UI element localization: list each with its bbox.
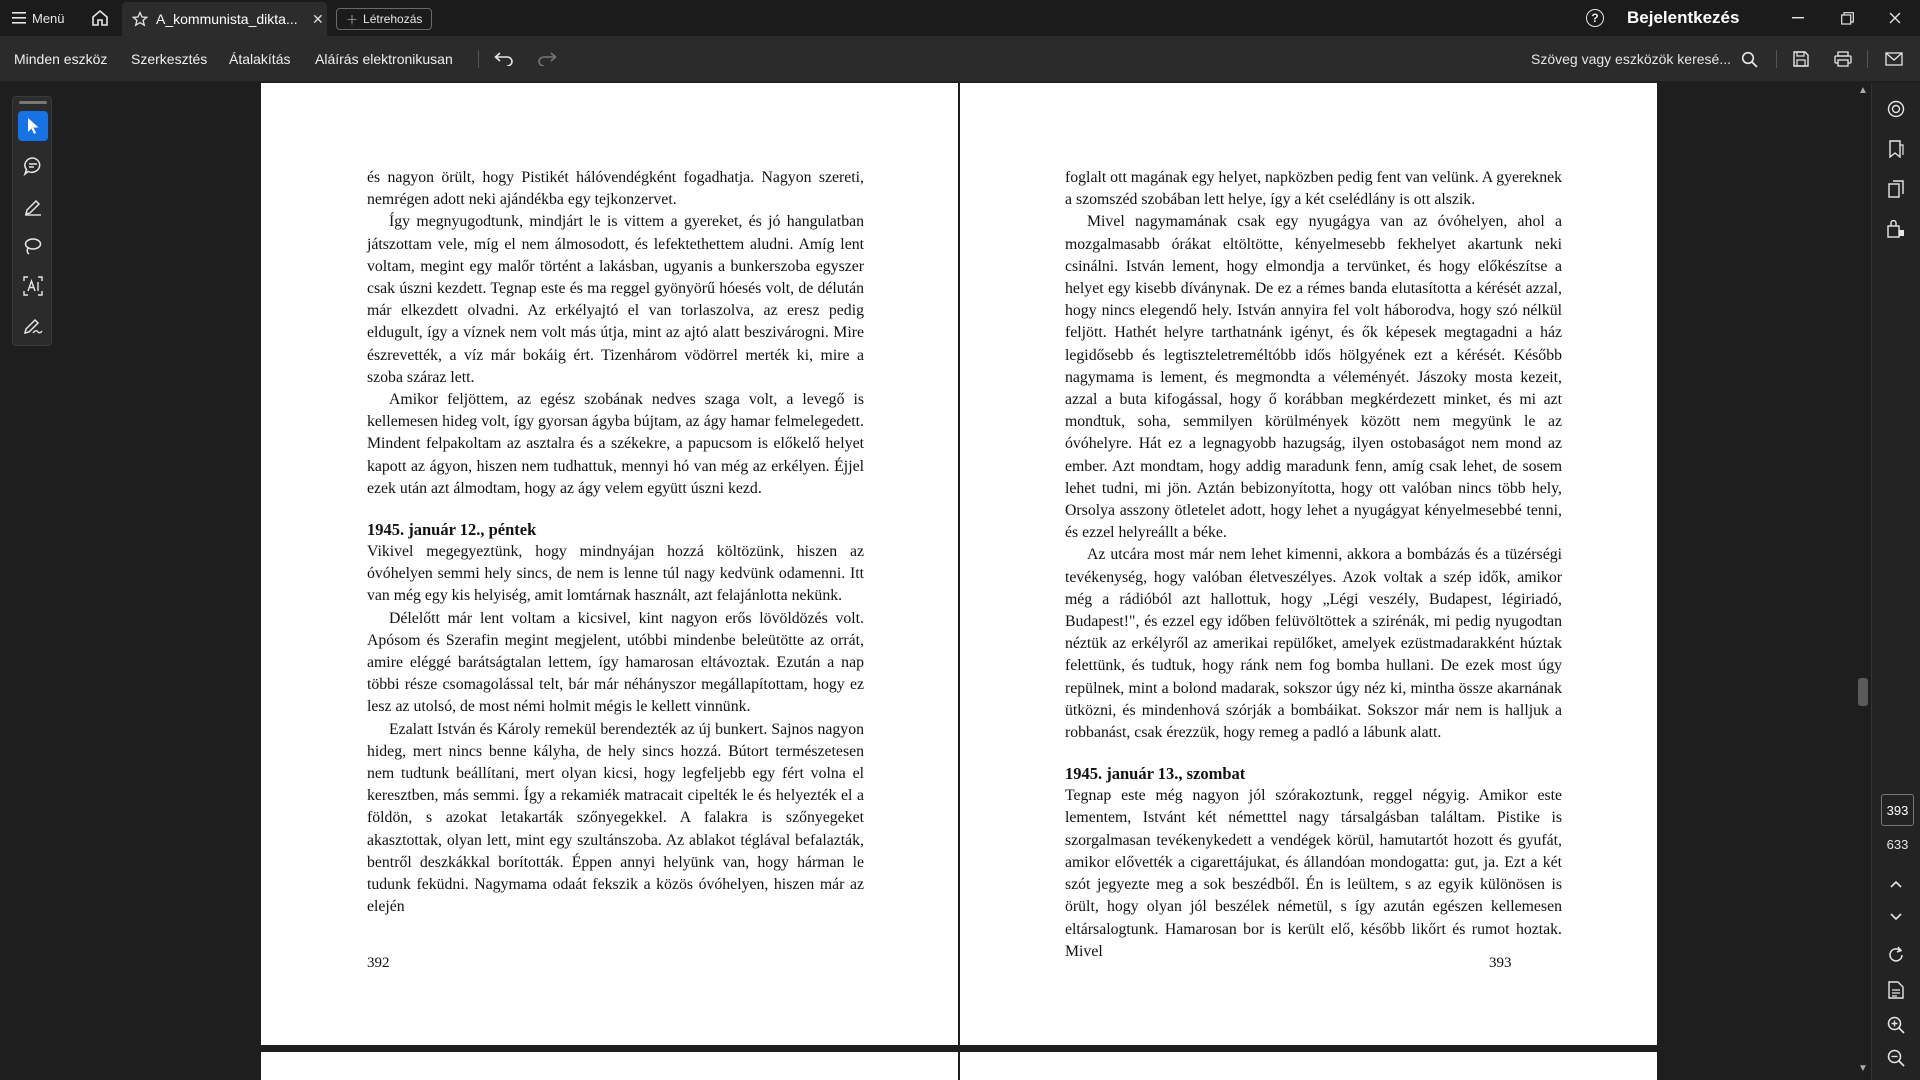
paragraph: Ezalatt István és Károly remekül berendezték az új bunkert. Sajnos nagyon hideg, mert nincs benne kályha, de hely sincs hozzá. Bútort természetesen nem tudtunk beállítani, mert olyan kicsi, hogy legfeljebb egy fért volna el keresztben, más semmi. Így a rekamiék matracait cipelték le és helyezték el a földön, s azokat letakarták szőnyegekkel. A falakra is szőnyegeket akasztottak, olyan lett, mint egy szultánszoba. Az ablakot téglával befalazták, bentről deszkákkal borították. Éppen annyi helyünk van, hogy hárman le tudunk feküdni. Nagymama odaát fekszik a közös óvóhelyen, hiszen már az elején	[367, 720, 864, 916]
text-box-icon	[23, 276, 43, 296]
paragraph: Így megnyugodtunk, mindjárt le is vittem a gyereket, és jó hangulatban játszottam vele, míg el nem álmosodott, és lefektethettem aludni. Amíg lent voltam, megint egy malőr történt a lakásban, ugyanis a bunkerszoba egyszer csak úszni kezdett. Tegnap este és ma reggel gyönyörű hóesés volt, de délután már elkezdett olvadni. Az erkélyajtó el van torlaszolva, az eresz pedig eldugult, így a víznek nem volt más útja, mint az ajtó alatt beszivárogni. Mire észrevették, a víz már bokáig ért. Tizenhárom vödörrel merték ki, mire a szoba száraz lett.	[367, 213, 864, 386]
create-button[interactable]	[336, 8, 432, 30]
page-number: 392	[367, 955, 390, 971]
draw-tool-button[interactable]	[18, 231, 48, 261]
comment-icon	[23, 156, 43, 176]
next-page-icon[interactable]	[1884, 905, 1908, 929]
create-label: Létrehozás	[363, 12, 423, 26]
sign-tool-button[interactable]	[18, 311, 48, 341]
toolbar-divider	[1867, 50, 1868, 68]
zoom-in-icon[interactable]	[1884, 1013, 1908, 1037]
search-input[interactable]: Szöveg vagy eszközök keresé...	[1531, 51, 1731, 67]
plus-icon: ＋	[346, 12, 359, 27]
rotate-icon[interactable]	[1884, 943, 1908, 967]
all-tools-menu[interactable]: Minden eszköz	[14, 51, 108, 67]
tab-title: A_kommunista_dikta...	[156, 11, 298, 27]
paragraph: foglalt ott magának egy helyet, napközben pedig fent van velünk. A gyereknek a szomszéd szobában lett helye, így a két cselédlány is ott alszik.	[1065, 169, 1563, 209]
toolbar-divider	[1776, 50, 1777, 68]
date-heading: 1945. január 12., péntek	[367, 520, 537, 540]
bookmark-icon[interactable]	[1884, 137, 1908, 161]
edit-menu[interactable]: Szerkesztés	[131, 51, 208, 67]
comment-tool-button[interactable]	[18, 151, 48, 181]
protect-icon[interactable]	[1884, 217, 1908, 241]
next-page-left	[261, 1052, 958, 1080]
document-tab[interactable]	[122, 2, 327, 36]
paragraph: Amikor feljöttem, az egész szobának nedves szaga volt, a levegő is kellemesen hideg volt, így gyorsan ágyba bújtam, az ágy hamar felmelegedett. Mindent felpakoltam az asztalra és a székekre, a papucsom is előkelő helyet kapott az ágyon, hiszen nem tudhattuk, mennyi hó van még az erkélyen. Éjjel ezek után azt álmodtam, hogy az ágy velem együtt úszni kezd.	[367, 391, 864, 497]
undo-icon[interactable]	[492, 48, 516, 70]
vertical-scrollbar[interactable]	[1855, 83, 1871, 1080]
total-pages: 633	[1886, 837, 1909, 852]
highlight-tool-button[interactable]	[18, 191, 48, 221]
help-icon[interactable]: ?	[1586, 9, 1604, 27]
rail-grip[interactable]	[19, 101, 47, 104]
minimize-icon[interactable]	[1778, 0, 1818, 36]
ai-assistant-icon[interactable]	[1884, 97, 1908, 121]
print-icon[interactable]	[1831, 48, 1855, 70]
convert-menu[interactable]: Átalakítás	[229, 51, 291, 67]
menu-label: Menü	[32, 10, 65, 26]
cursor-icon	[26, 117, 40, 135]
date-heading: 1945. január 13., szombat	[1065, 764, 1246, 784]
lasso-icon	[23, 236, 43, 256]
hamburger-icon	[12, 12, 26, 24]
esign-menu[interactable]: Aláírás elektronikusan	[315, 51, 453, 67]
title-bar	[0, 0, 1920, 36]
paragraph: Mivel nagymamának csak egy nyugágya van az óvóhelyen, ahol a mozgalmasabb órákat eltöltötte, kényelmesebb fekhelyet akartunk neki csinálni. István lement, hogy elmondja a tervünket, és hogy előkészítse a helyet egy kisebb díványnak. De ez a rémes banda elutasította a kérését azzal, hogy nincs elegendő hely. István annyira fel volt háborodva, hogy szó nélkül feljött. Hathét helyre tarthatnánk igényt, és ők képesek megtagadni a ház legidősebb és legtiszteletreméltóbb idős hölgyének ezt a kérését. Később nagymama is lement, és megmondta a véleményét. Jászoky mosta kezeit, azzal a buta kifogással, hogy ő korábban megkérdezett minket, és mi azt mondtuk, soha, semmilyen körülmények között nem megyünk le az óvóhelyre. Hát ez a legnagyobb hazugság, ilyen ostobaságot nem mond az ember. Azt mondtam, hogy addig maradunk fenn, amíg csak lehet, de sosem lehet tudni, mi jön. Aztán bebizonyította, hogy ott valóban nincs több hely, Orsolya asszony ötletelet adott, hogy lehet a nyugágyat kényelmesebbé tenni, és ezzel helyreállt a béke.	[1065, 213, 1562, 542]
paragraph: és nagyon örült, hogy Pistikét hálóvendégként fogadhatja. Nagyon szereti, nemrégen adott neki ajándékba egy tejkonzervet.	[367, 169, 864, 209]
scroll-thumb[interactable]	[1858, 678, 1868, 706]
paragraph: Az utcára most már nem lehet kimenni, akkora a bombázás és a tüzérségi tevékenység, hogy valóban életveszélyes. Azok voltak a szép idők, amikor még a rádióból azt hallottuk, hogy „Légi veszély, Budapest, légiriadó, Budapest!", és ezzel egy időben felüvöltöttek a szirénák, mi pedig nyugodtan néztük az erkélyről az amerikai repülőket, amelyek ezüstmadarakként húztak felettünk, és tudtuk, hogy ránk nem fog bomba hullani. De ezek most úgy repülnek, mint a bolond madarak, sokszor úgy néz ki, mintha össze akarnának ütközni, és mindenhová szórják a bombáikat. Sokszor már nem is halljuk a robbanást, csak érezzük, hogy remeg a padló a lábunk alatt.	[1065, 546, 1562, 742]
current-page-input[interactable]: 393	[1881, 794, 1914, 826]
home-icon[interactable]	[90, 8, 112, 28]
paragraph: Tegnap este még nagyon jól szórakoztunk, reggel négyig. Amikor este lementem, Istvánt két németttel nagy társalgásban találtam. Pistike is szorgalmasan tevékenykedett a vendégek körül, hamutartót hozott és gyufát, amikor elővették a cigarettájukat, és állandóan mondogatta: gut, ja. Ezt a két szót jegyezte meg a sok beszédből. Én is leültem, s az egyik különösen is örült, hogy olyan jól beszélek németül, s így azután egészen kellemesen eltársalogtunk. Hamarosan bor is került elő, később likőrt és rumot hoztak. Mivel	[1065, 787, 1562, 960]
toolbar-divider	[478, 50, 479, 68]
paragraph: Vikivel megegyeztünk, hogy mindnyájan hozzá költözünk, hiszen az óvóhelyen semmi hely sincs, de nem is lenne túl nagy kedvünk odamenni. Itt van még egy kis helyiség, amit lomtárnak használt, azt felajánlotta nekünk.	[367, 543, 864, 605]
next-page-right	[960, 1052, 1657, 1080]
pen-icon	[23, 196, 43, 216]
save-icon[interactable]	[1789, 48, 1813, 70]
restore-icon[interactable]	[1827, 0, 1867, 36]
page-number: 393	[1489, 955, 1512, 971]
right-side-panel	[1871, 83, 1920, 1080]
page-view-icon[interactable]	[1884, 978, 1908, 1002]
close-tab-icon[interactable]: ✕	[312, 10, 324, 27]
previous-page-icon[interactable]	[1884, 872, 1908, 896]
text-tool-button[interactable]	[18, 271, 48, 301]
star-icon[interactable]	[132, 11, 148, 27]
page-text	[367, 167, 864, 919]
zoom-out-icon[interactable]	[1884, 1046, 1908, 1070]
signature-icon	[23, 316, 43, 336]
menu-button[interactable]	[12, 0, 65, 36]
redo-icon[interactable]	[535, 48, 559, 70]
paragraph: Délelőtt már lent voltam a kicsivel, kint nagyon erős lövöldözés volt. Apósom és Szerafin megint megjelent, utóbbi mindenbe beleütötte az orrát, amire eléggé barátságtalan lettem, így hamarosan eltávoztak. Ezután a nap többi része csomagolással telt, bár már néhányszor megállapítottam, hogy ez lesz az utolsó, de most némi holmit mégis le kellett vinnünk.	[367, 609, 864, 716]
signin-button[interactable]: Bejelentkezés	[1627, 8, 1740, 27]
pages-icon[interactable]	[1884, 177, 1908, 201]
mail-icon[interactable]	[1882, 48, 1906, 70]
scroll-down-icon[interactable]: ▼	[1858, 1063, 1868, 1074]
page-393	[960, 83, 1657, 1045]
page-392	[261, 83, 958, 1045]
select-tool-button[interactable]	[18, 111, 48, 141]
main-toolbar	[0, 36, 1920, 82]
document-viewport[interactable]	[66, 83, 1855, 1080]
search-icon[interactable]	[1737, 48, 1761, 70]
quick-tools-rail	[12, 96, 52, 346]
page-text	[1065, 167, 1562, 963]
close-window-icon[interactable]	[1875, 0, 1915, 36]
scroll-up-icon[interactable]: ▲	[1858, 85, 1868, 96]
